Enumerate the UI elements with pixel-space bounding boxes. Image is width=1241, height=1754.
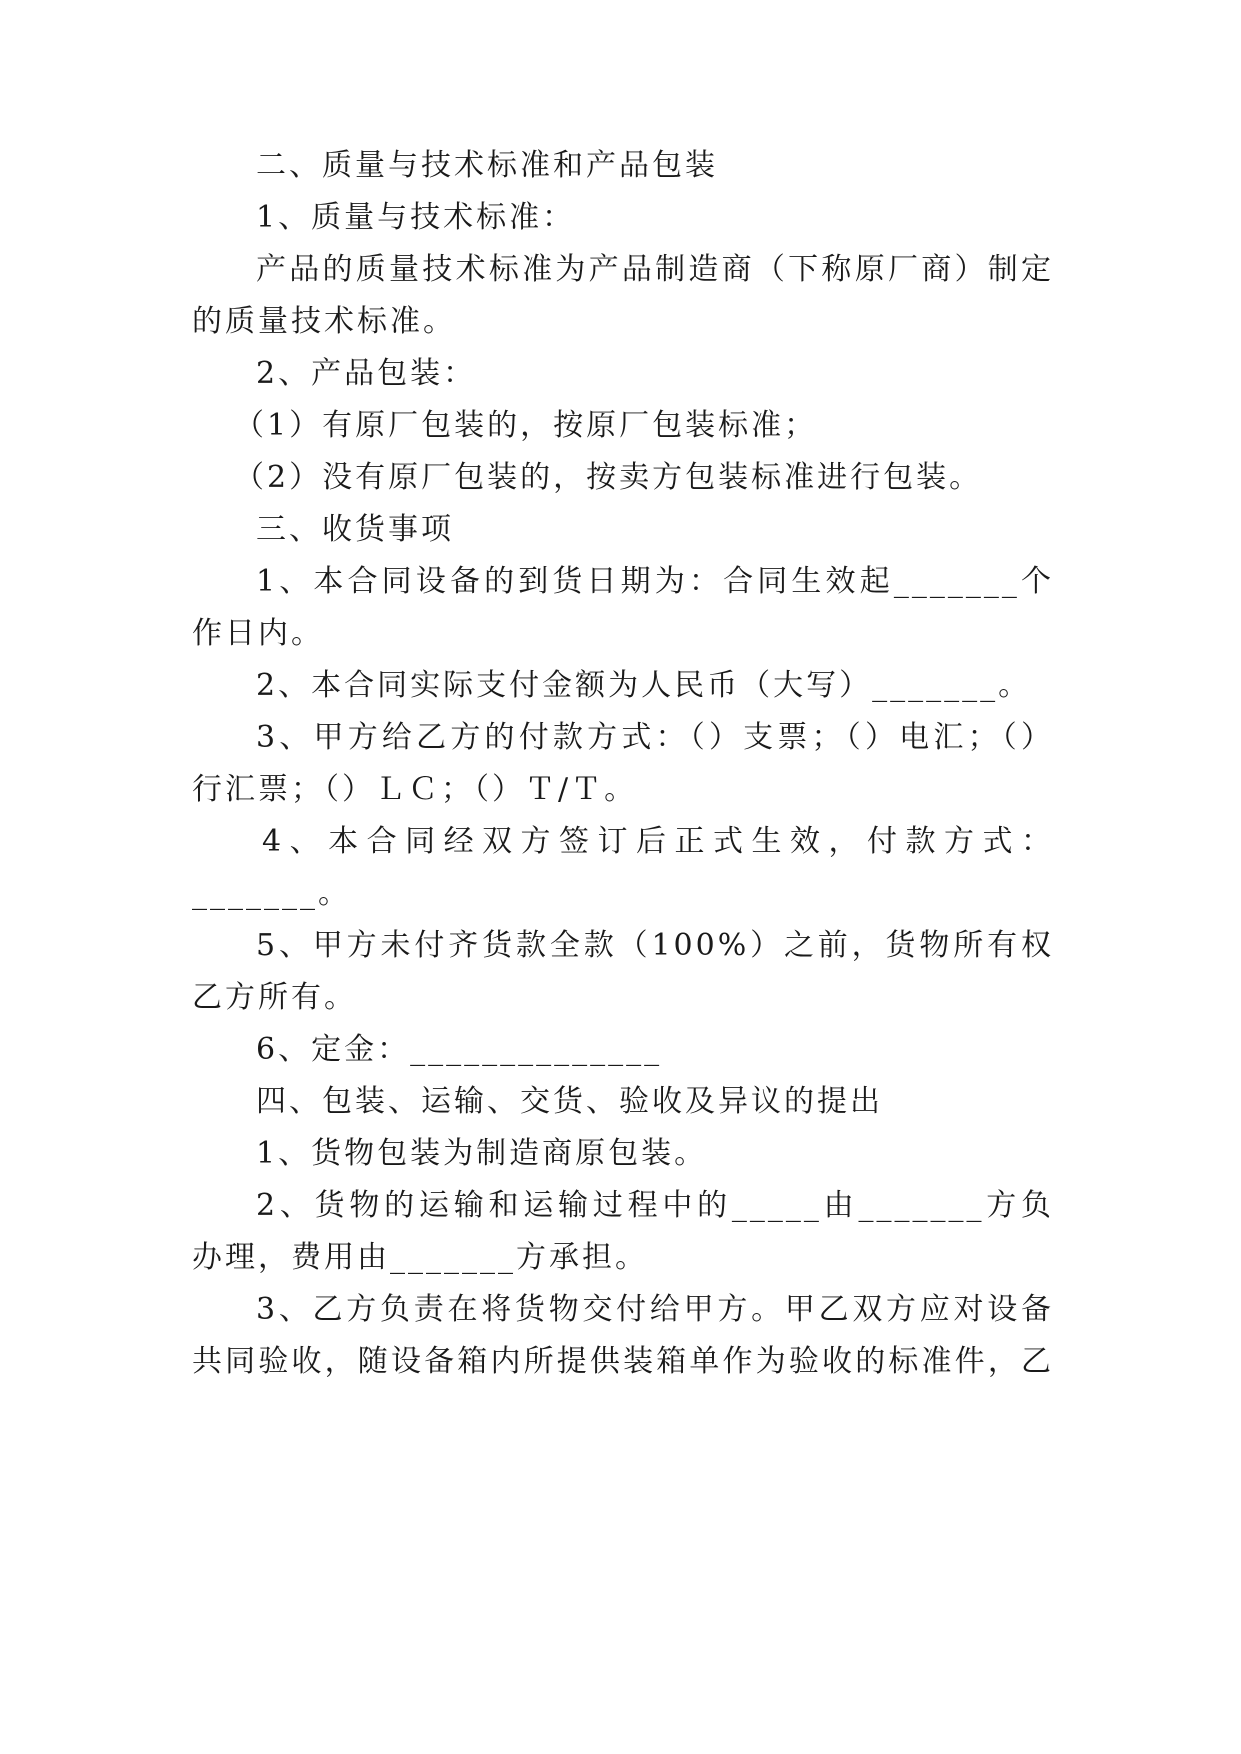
paragraph-line: 的质量技术标准。	[192, 304, 456, 339]
section-heading-quality: 二、质量与技术标准和产品包装	[256, 148, 718, 183]
paragraph-line: 共同验收，随设备箱内所提供装箱单作为验收的标准件，乙	[192, 1344, 1054, 1379]
clause-packaging: 2、产品包装：	[256, 356, 477, 391]
paragraph-line: 3、乙方负责在将货物交付给甲方。甲乙双方应对设备	[256, 1292, 1054, 1327]
paragraph-line: 行汇票；（）ＬＣ；（）Ｔ/Ｔ。	[192, 772, 638, 807]
paragraph-line: 4、本合同经双方签订后正式生效，付款方式：	[262, 824, 1054, 859]
clause-packaging-original: 1、货物包装为制造商原包装。	[256, 1136, 708, 1171]
paragraph-line: 办理，费用由_______方承担。	[192, 1240, 648, 1275]
section-heading-delivery: 三、收货事项	[256, 512, 454, 547]
paragraph-line: 3、甲方给乙方的付款方式：（）支票；（）电汇；（）	[256, 720, 1054, 755]
paragraph-line: 产品的质量技术标准为产品制造商（下称原厂商）制定	[256, 252, 1054, 287]
paragraph-line: 5、甲方未付齐货款全款（100%）之前，货物所有权	[256, 928, 1054, 963]
paragraph-line: 2、货物的运输和运输过程中的_____由_______方负	[256, 1188, 1054, 1223]
clause-quality-standard: 1、质量与技术标准：	[256, 200, 576, 235]
sub-clause-1: （1）有原厂包装的，按原厂包装标准；	[234, 408, 818, 443]
sub-clause-2: （2）没有原厂包装的，按卖方包装标准进行包装。	[234, 460, 983, 495]
clause-deposit: 6、定金：______________	[256, 1032, 663, 1067]
clause-payment-amount: 2、本合同实际支付金额为人民币（大写）_______。	[256, 668, 1032, 703]
paragraph-line: 乙方所有。	[192, 980, 357, 1015]
paragraph-line: 1、本合同设备的到货日期为：合同生效起_______个	[256, 564, 1054, 599]
section-heading-packaging-transport: 四、包装、运输、交货、验收及异议的提出	[256, 1084, 883, 1119]
paragraph-line: 作日内。	[192, 616, 324, 651]
paragraph-line: _______。	[192, 876, 351, 911]
